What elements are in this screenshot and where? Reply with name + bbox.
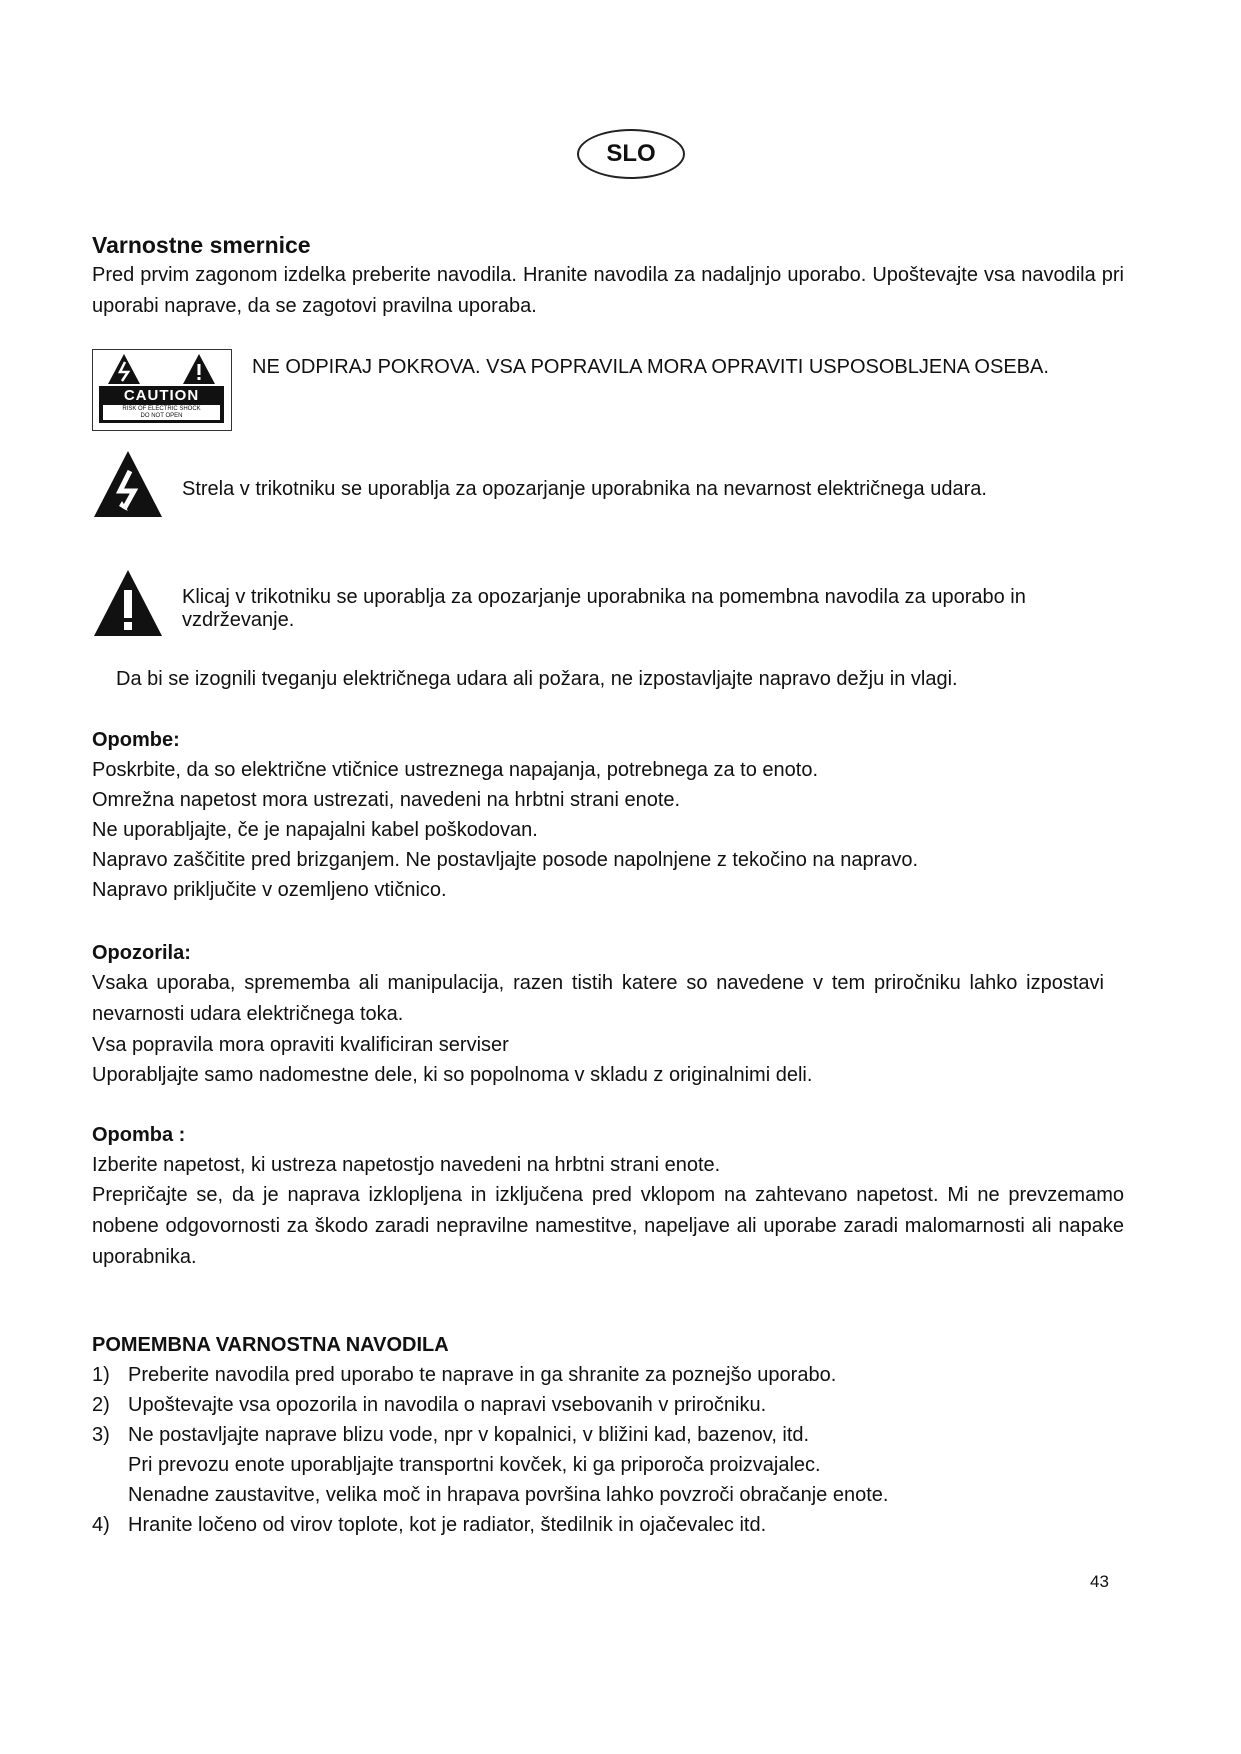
- list-item: Hranite ločeno od virov toplote, kot je radiator, štedilnik in ojačevalec itd.: [128, 1514, 767, 1536]
- section-title: Varnostne smernice: [92, 232, 311, 258]
- note2-line: Izberite napetost, ki ustreza napetostjo navedeni na hrbtni strani enote.: [92, 1154, 721, 1176]
- caution-label: [92, 349, 232, 431]
- list-item-continuation: Nenadne zaustavitve, velika moč in hrapava površina lahko povzroči obračanje enote.: [128, 1484, 889, 1506]
- important-heading: POMEMBNA VARNOSTNA NAVODILA: [92, 1334, 449, 1356]
- note2-heading: Opomba :: [92, 1124, 186, 1146]
- list-item-continuation: Pri prevozu enote uporabljajte transportni kovček, ki ga priporoča proizvajalec.: [128, 1454, 821, 1476]
- caution-sub-2: DO NOT OPEN: [140, 413, 183, 419]
- lightning-warning-icon: [92, 449, 164, 519]
- cautions-line: Vsa popravila mora opraviti kvalificiran serviser: [92, 1034, 509, 1056]
- list-item-number: 3): [92, 1424, 110, 1446]
- exclamation-warning-icon: [92, 568, 164, 638]
- warning-no-open: NE ODPIRAJ POKROVA. VSA POPRAVILA MORA OPRAVITI USPOSOBLJENA OSEBA.: [252, 356, 1049, 378]
- notes-line: Omrežna napetost mora ustrezati, navedeni na hrbtni strani enote.: [92, 789, 681, 811]
- notes-line: Ne uporabljajte, če je napajalni kabel poškodovan.: [92, 819, 538, 841]
- notes-line: Napravo priključite v ozemljeno vtičnico.: [92, 879, 447, 901]
- notes-line: Napravo zaščitite pred brizganjem. Ne postavljajte posode napolnjene z tekočino na napravo.: [92, 849, 919, 871]
- caution-word: CAUTION: [123, 387, 200, 404]
- list-item-number: 4): [92, 1514, 110, 1536]
- lightning-triangle-icon: [108, 354, 140, 384]
- note2-paragraph: Prepričajte se, da je naprava izklopljena in izključena pred vklopom na zahtevano napetost. Mi ne prevzemamo nobene odgovornosti za škodo zaradi nepravilne namestitve, napeljave ali uporabe zaradi malomarnosti ali napake uporabnika.: [92, 1184, 1124, 1268]
- intro-paragraph: Pred prvim zagonom izdelka preberite navodila. Hranite navodila za nadaljnjo uporabo. Upoštevajte vsa navodila pri uporabi naprave, da se zagotovi pravilna uporaba.: [92, 264, 1124, 317]
- caution-sub-1: RISK OF ELECTRIC SHOCK: [122, 406, 201, 412]
- notes-line: Poskrbite, da so električne vtičnice ustreznega napajanja, potrebnega za to enoto.: [92, 759, 819, 781]
- warning-exclamation-text: Klicaj v trikotniku se uporablja za opozarjanje uporabnika na pomembna navodila za uporabo in vzdrževanje.: [182, 586, 1026, 631]
- language-badge: SLO: [577, 129, 685, 179]
- list-item: Ne postavljajte naprave blizu vode, npr v kopalnici, v bližini kad, bazenov, itd.: [128, 1424, 810, 1446]
- page-number: 43: [1090, 1572, 1109, 1591]
- rain-warning: Da bi se izognili tveganju električnega udara ali požara, ne izpostavljajte napravo dežju in vlagi.: [116, 668, 958, 690]
- cautions-paragraph: Vsaka uporaba, sprememba ali manipulacija, razen tistih katere so navedene v tem priročniku lahko izpostavi nevarnosti udara električnega toka.: [92, 972, 1104, 1025]
- warning-lightning-text: Strela v trikotniku se uporablja za opozarjanje uporabnika na nevarnost električnega udara.: [182, 478, 987, 500]
- list-item: Preberite navodila pred uporabo te naprave in ga shranite za poznejšo uporabo.: [128, 1364, 837, 1386]
- notes-heading: Opombe:: [92, 729, 180, 751]
- cautions-line: Uporabljajte samo nadomestne dele, ki so popolnoma v skladu z originalnimi deli.: [92, 1064, 813, 1086]
- list-item-number: 2): [92, 1394, 110, 1416]
- exclamation-triangle-icon: [183, 354, 215, 384]
- cautions-heading: Opozorila:: [92, 942, 191, 964]
- list-item: Upoštevajte vsa opozorila in navodila o napravi vsebovanih v priročniku.: [128, 1394, 767, 1416]
- list-item-number: 1): [92, 1364, 110, 1386]
